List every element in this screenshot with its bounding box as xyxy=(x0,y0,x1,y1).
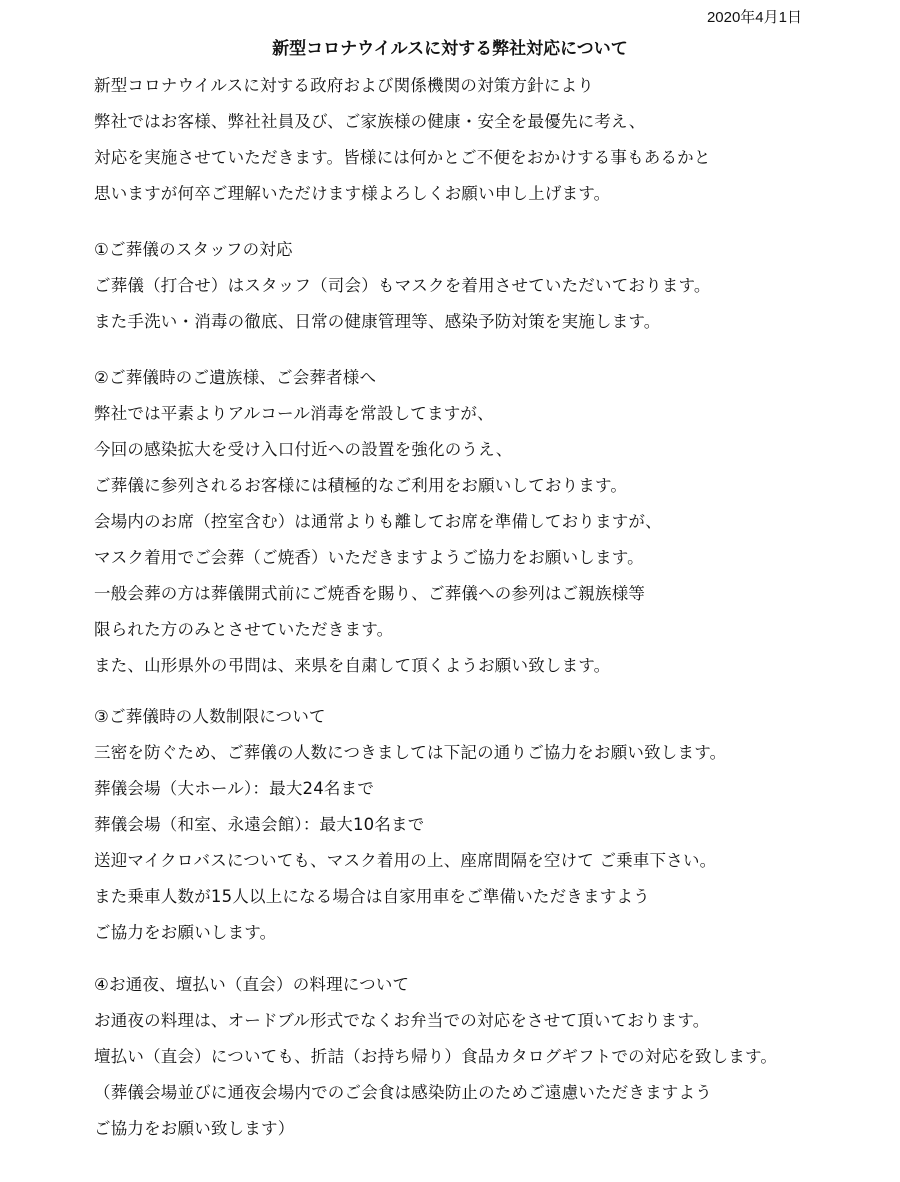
section3-line: 三密を防ぐため、ご葬儀の人数につきましては下記の通りご協力をお願い致します。 xyxy=(94,743,727,762)
section1-heading: ①ご葬儀のスタッフの対応 xyxy=(94,240,293,259)
section2-line: 会場内のお席（控室含む）は通常よりも離してお席を準備しておりますが、 xyxy=(94,512,662,531)
intro-line: 対応を実施させていただきます。皆様には何かとご不便をおかけする事もあるかと xyxy=(94,148,711,167)
section2-line: 今回の感染拡大を受け入口付近への設置を強化のうえ、 xyxy=(94,440,513,459)
section2-line: 一般会葬の方は葬儀開式前にご焼香を賜り、ご葬儀への参列はご親族様等 xyxy=(94,584,646,603)
section3-line: また乗車人数が15人以上になる場合は自家用車をご準備いただきますよう xyxy=(94,887,650,906)
section2-heading: ②ご葬儀時のご遺族様、ご会葬者様へ xyxy=(94,368,377,387)
section2-line: 弊社では平素よりアルコール消毒を常設してますが、 xyxy=(94,404,494,423)
section4-heading: ④お通夜、壇払い（直会）の料理について xyxy=(94,975,410,994)
intro-line: 弊社ではお客様、弊社社員及び、ご家族様の健康・安全を最優先に考え、 xyxy=(94,112,646,131)
section4-line: （葬儀会場並びに通夜会場内でのご会食は感染防止のためご遠慮いただきますよう xyxy=(94,1083,712,1102)
section2-line: マスク着用でご会葬（ご焼香）いただきますようご協力をお願いします。 xyxy=(94,548,644,567)
section4-line: お通夜の料理は、オードブル形式でなくお弁当での対応をさせて頂いております。 xyxy=(94,1011,710,1030)
section4-line: ご協力をお願い致します） xyxy=(94,1119,295,1138)
section2-line: 限られた方のみとさせていただきます。 xyxy=(94,620,394,639)
section1-line: ご葬儀（打合せ）はスタッフ（司会）もマスクを着用させていただいております。 xyxy=(94,276,711,295)
intro-line: 思いますが何卒ご理解いただけます様よろしくお願い申し上げます。 xyxy=(94,184,611,203)
section3-line: 葬儀会場（大ホール）：最大24名まで xyxy=(94,779,375,798)
intro-line: 新型コロナウイルスに対する政府および関係機関の対策方針により xyxy=(94,76,595,95)
section1-line: また手洗い・消毒の徹底、日常の健康管理等、感染予防対策を実施します。 xyxy=(94,312,661,331)
section3-line: ご協力をお願いします。 xyxy=(94,923,277,942)
notice-date: 2020年4月1日 xyxy=(706,9,802,26)
section3-line: 送迎マイクロバスについても、マスク着用の上、座席間隔を空けて ご乗車下さい。 xyxy=(94,851,717,870)
section3-line: 葬儀会場（和室、永遠会館）：最大10名まで xyxy=(94,815,425,834)
section3-heading: ③ご葬儀時の人数制限について xyxy=(94,707,326,726)
notice-title: 新型コロナウイルスに対する弊社対応について xyxy=(272,39,628,59)
section2-line: また、山形県外の弔問は、来県を自粛して頂くようお願い致します。 xyxy=(94,656,611,675)
section4-line: 壇払い（直会）についても、折詰（お持ち帰り）食品カタログギフトでの対応を致します。 xyxy=(94,1047,778,1066)
section2-line: ご葬儀に参列されるお客様には積極的なご利用をお願いしております。 xyxy=(94,476,628,495)
